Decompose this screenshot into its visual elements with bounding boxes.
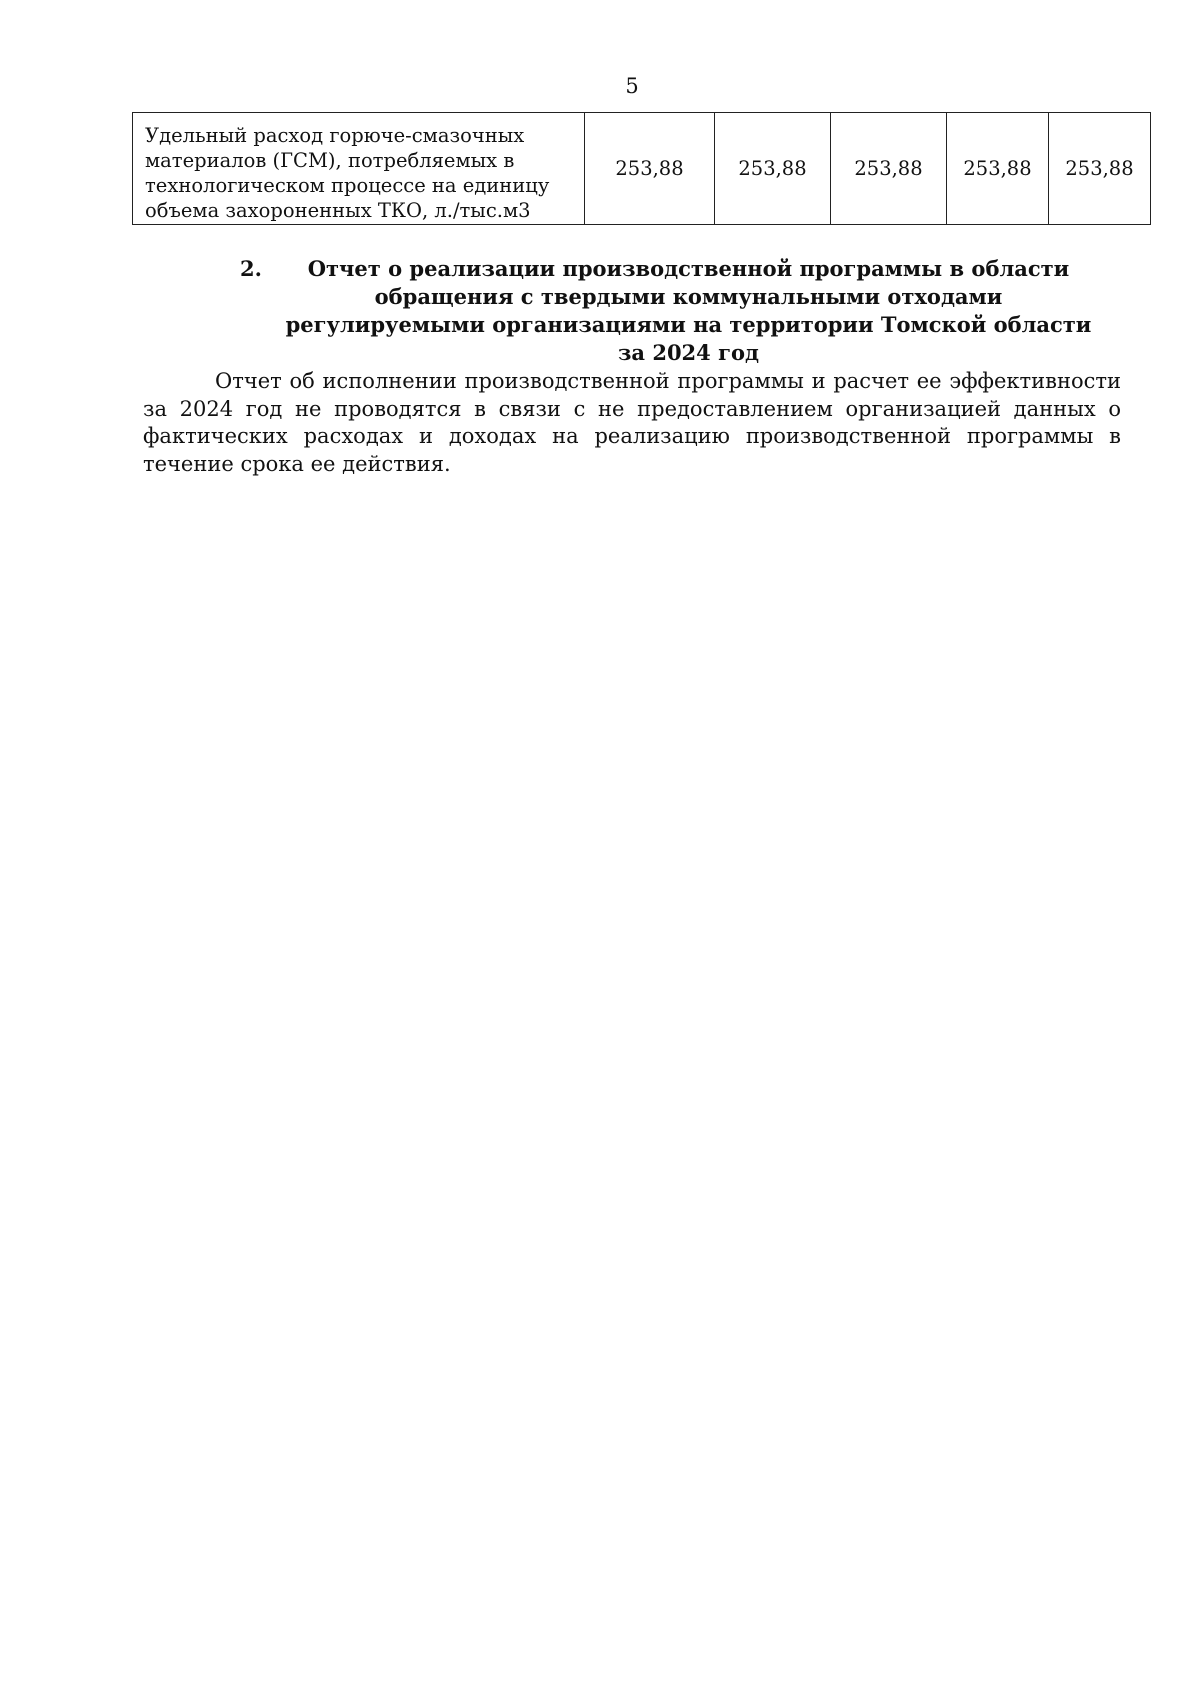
value-cell-4: 253,88 [947,113,1049,225]
table-row [133,113,1151,225]
section-title: Отчет о реализации производственной программы в области обращения с твердыми коммунальными отходами регулируемыми организациями на территории Томской области за 2024 год [285,256,1092,365]
body-paragraph: Отчет об исполнении производственной программы и расчет ее эффективности за 2024 год не проводятся в связи с не предоставлением организацией данных о фактических расходах и доходах на реализацию производственной программы в течение срока ее действия. [143,369,1121,476]
value-cell-2: 253,88 [715,113,831,225]
value-cell-5: 253,88 [1049,113,1151,225]
indicator-table [132,112,1151,225]
value-cell-1: 253,88 [585,113,715,225]
section-heading [240,255,1100,367]
value-cell-3: 253,88 [831,113,947,225]
page-number: 5 [625,74,639,98]
indicator-label-cell: Удельный расход горюче-смазочных материалов (ГСМ), потребляемых в технологическом процессе на единицу объема захороненных ТКО, л./тыс.м3 [133,113,585,225]
section-number: 2. [240,256,262,281]
